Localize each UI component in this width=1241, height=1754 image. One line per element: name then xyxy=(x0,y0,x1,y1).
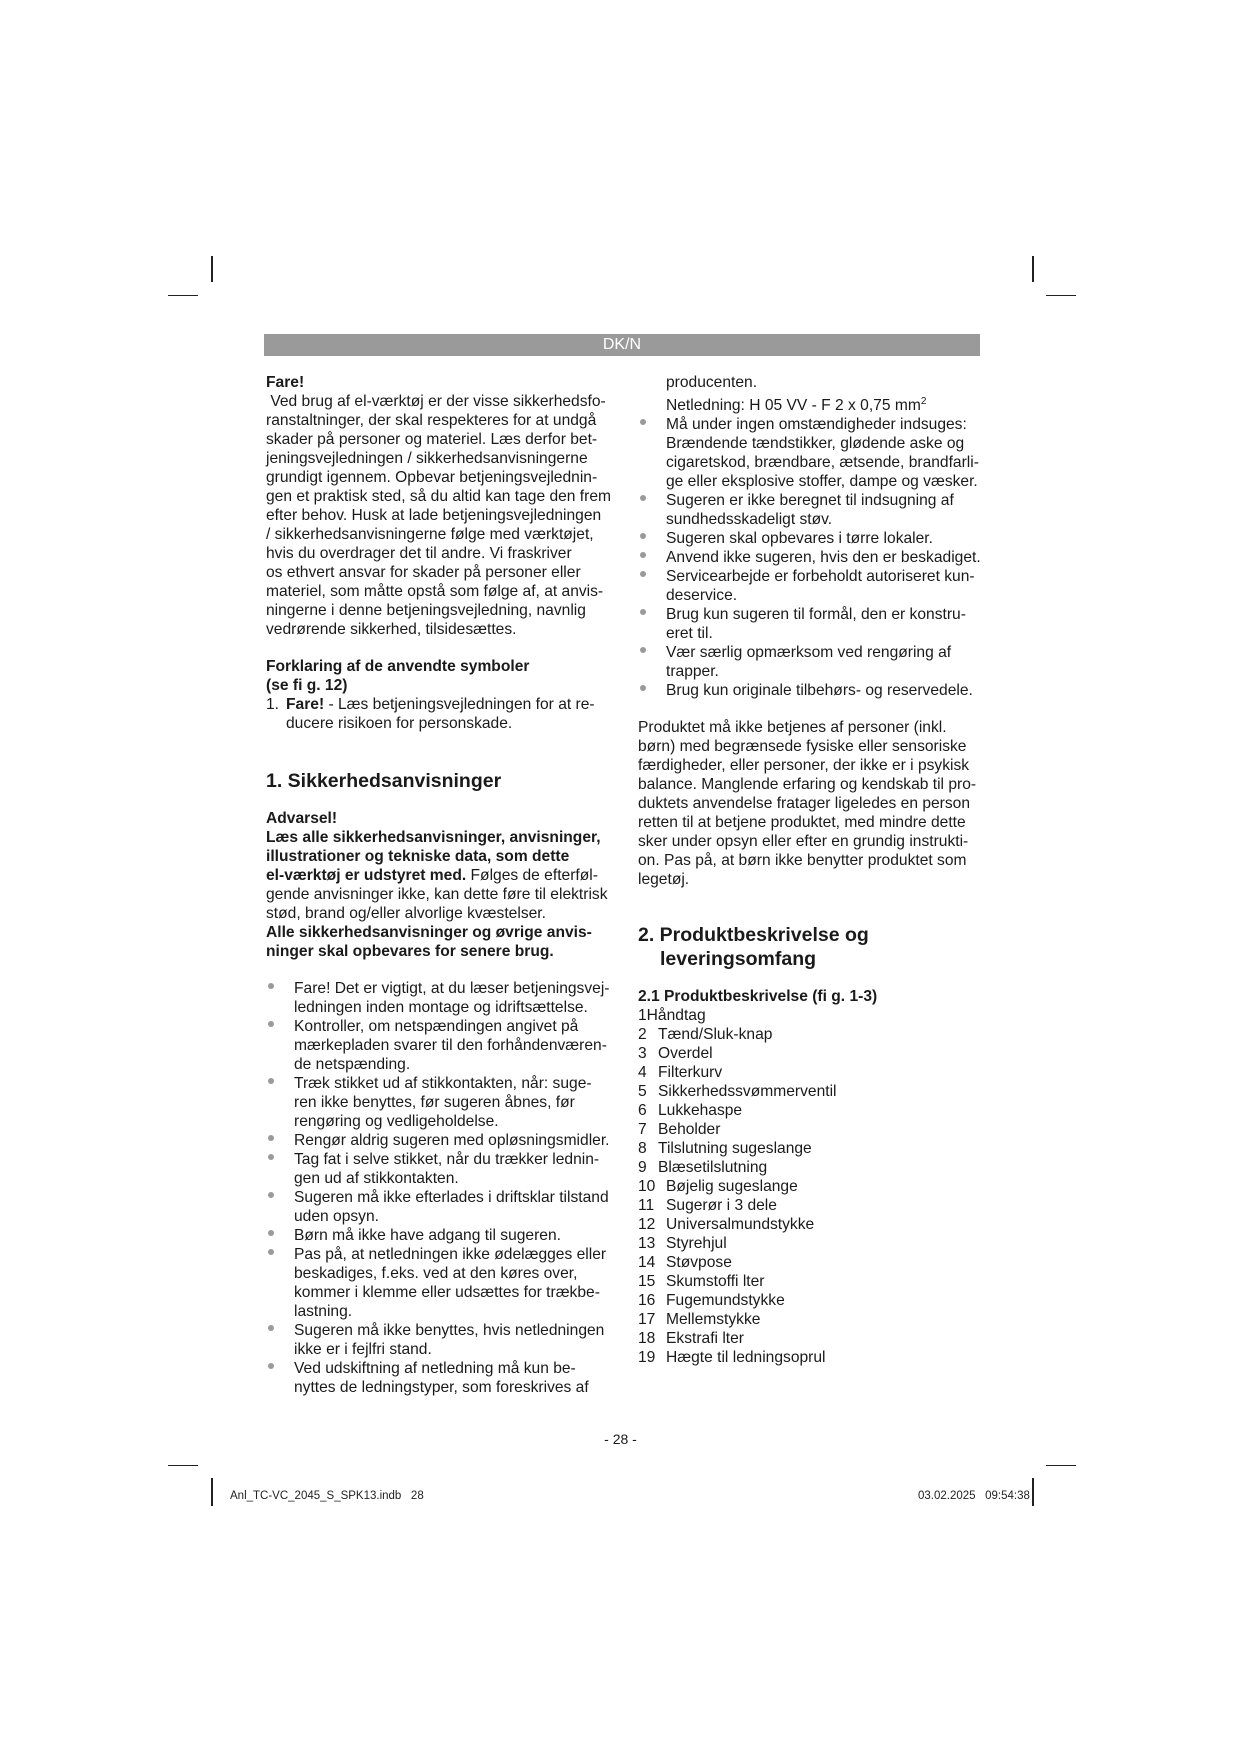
bullet-item xyxy=(266,1226,616,1245)
bullet-text: Må under ingen omstændigheder indsuges: xyxy=(666,416,967,434)
bullet-text: Brændende tændstikker, glødende aske og xyxy=(666,435,965,453)
text-line: balance. Manglende erfaring og kendskab til pro- xyxy=(638,776,977,794)
bullet-item xyxy=(638,415,986,491)
part-label: Mellemstykke xyxy=(666,1311,761,1329)
part-label: Universalmundstykke xyxy=(666,1216,815,1234)
bullet-item xyxy=(638,567,986,605)
part-number: 3 xyxy=(638,1045,647,1063)
part-number: 5 xyxy=(638,1083,647,1101)
part-label: Blæsetilslutning xyxy=(658,1159,768,1177)
safety-bullet-list-2 xyxy=(638,415,986,700)
bullet-item xyxy=(266,1131,616,1150)
bullet-text: Ved udskiftning af netledning må kun be- xyxy=(294,1360,576,1377)
bullet-text: Fare! Det er vigtigt, at du læser betjeningsvej- xyxy=(294,980,610,997)
part-label: Hægte til ledningsoprul xyxy=(666,1349,826,1367)
bullet-item xyxy=(266,979,616,1017)
parts-list xyxy=(638,1025,986,1367)
text-line: hvis du overdrager det til andre. Vi fraskriver xyxy=(266,545,572,562)
bullet-item xyxy=(638,605,986,643)
part-item xyxy=(638,1272,986,1291)
keep-instructions: ninger skal opbevares for senere brug. xyxy=(266,943,554,960)
bullet-text: Brug kun originale tilbehørs- og reservedele. xyxy=(666,682,973,700)
part-item xyxy=(638,1234,986,1253)
part-number: 18 xyxy=(638,1330,656,1348)
cable-spec-text: Netledning: H 05 VV - F 2 x 0,75 mm xyxy=(666,397,921,415)
text-line: gen et praktisk sted, så du altid kan tage den frem xyxy=(266,488,611,505)
part-item xyxy=(638,1215,986,1234)
bullet-text: ikke er i fejlfri stand. xyxy=(294,1341,432,1358)
part-number: 16 xyxy=(638,1292,656,1310)
section-2-title: 2. Produktbeskrivelse og xyxy=(638,924,869,947)
part-label: Beholder xyxy=(658,1121,721,1139)
text-line: grundigt igennem. Opbevar betjeningsvejlednin- xyxy=(266,469,598,486)
bullet-text: uden opsyn. xyxy=(294,1208,379,1225)
part-item xyxy=(638,1329,986,1348)
symbol-item-text-cont: ducere risikoen for personskade. xyxy=(286,715,513,732)
bullet-text: de netspænding. xyxy=(294,1056,411,1073)
bullet-text: Sugeren skal opbevares i tørre lokaler. xyxy=(666,530,933,548)
bullet-item xyxy=(266,1188,616,1226)
symbols-heading: Forklaring af de anvendte symboler xyxy=(266,658,530,675)
warning-line: gende anvisninger ikke, kan dette føre til elektrisk xyxy=(266,886,608,903)
bullet-item xyxy=(266,1017,616,1074)
text-line: børn) med begrænsede fysiske eller sensoriske xyxy=(638,738,967,756)
part-label: Lukkehaspe xyxy=(658,1102,743,1120)
part-label: Tænd/Sluk-knap xyxy=(658,1026,773,1044)
footer-file: Anl_TC-VC_2045_S_SPK13.indb 28 xyxy=(230,1490,424,1502)
bullet-text: Rengør aldrig sugeren med opløsningsmidler. xyxy=(294,1132,610,1149)
bullet-text: beskadiges, f.eks. ved at den køres over, xyxy=(294,1265,578,1282)
part-number: 12 xyxy=(638,1216,656,1234)
crop-mark xyxy=(1046,1465,1076,1466)
bullet-text: eret til. xyxy=(666,625,713,643)
bullet-text: Anvend ikke sugeren, hvis den er beskadiget. xyxy=(666,549,981,567)
bullet-text: deservice. xyxy=(666,587,738,605)
part-number: 17 xyxy=(638,1311,656,1329)
bullet-text: Sugeren må ikke efterlades i driftsklar tilstand xyxy=(294,1189,609,1206)
text-line: ranstaltninger, der skal respekteres for at undgå xyxy=(266,412,597,429)
part-item xyxy=(638,1196,986,1215)
page-number: - 28 - xyxy=(604,1431,637,1447)
text-line: retten til at betjene produktet, med mindre dette xyxy=(638,814,966,832)
text-line: efter behov. Husk at lade betjeningsvejledningen xyxy=(266,507,602,524)
bullet-item xyxy=(638,643,986,681)
section-2-title-cont: leveringsomfang xyxy=(660,948,817,971)
symbol-item xyxy=(266,695,616,733)
part-label: Filterkurv xyxy=(658,1064,723,1082)
crop-mark xyxy=(1032,256,1034,282)
part-number: 2 xyxy=(638,1026,647,1044)
warning-line-mixed xyxy=(266,866,616,885)
crop-mark xyxy=(211,256,213,282)
warning-normal: Følges de efterføl- xyxy=(466,867,598,884)
part-number: 8 xyxy=(638,1140,647,1158)
bullet-text: trapper. xyxy=(666,663,719,681)
fare-title: Fare! xyxy=(266,374,305,391)
bullet-item xyxy=(638,681,986,700)
part-label: Sikkerhedssvømmerventil xyxy=(658,1083,837,1101)
bullet-item xyxy=(638,529,986,548)
bullet-item xyxy=(266,1150,616,1188)
keep-instructions: Alle sikkerhedsanvisninger og øvrige anvis- xyxy=(266,924,592,941)
part-item xyxy=(638,1025,986,1044)
continued-text: producenten. xyxy=(666,374,758,391)
part-label: Sugerør i 3 dele xyxy=(666,1197,777,1215)
text-line: os ethvert ansvar for skader på personer eller xyxy=(266,564,581,581)
part-item xyxy=(638,1310,986,1329)
bullet-text: Kontroller, om netspændingen angivet på xyxy=(294,1018,579,1035)
bullet-text: lastning. xyxy=(294,1303,353,1320)
part-item xyxy=(638,1120,986,1139)
bullet-text: mærkepladen svarer til den forhåndenværen- xyxy=(294,1037,607,1054)
bullet-item xyxy=(638,548,986,567)
part-label: Overdel xyxy=(658,1045,713,1063)
text-line: vedrørende sikkerhed, tilsidesættes. xyxy=(266,621,517,638)
crop-mark xyxy=(1032,1478,1034,1506)
part-label: Bøjelig sugeslange xyxy=(666,1178,798,1196)
crop-mark xyxy=(168,1465,198,1466)
part-number: 14 xyxy=(638,1254,656,1272)
bullet-text: rengøring og vedligeholdelse. xyxy=(294,1113,499,1130)
bullet-text: Sugeren må ikke benyttes, hvis netledningen xyxy=(294,1322,605,1339)
part-item xyxy=(638,1101,986,1120)
text-line: Ved brug af el-værktøj er der visse sikkerhedsfo- xyxy=(266,393,606,410)
section-header-bar xyxy=(264,334,980,356)
warning-line: Læs alle sikkerhedsanvisninger, anvisninger, xyxy=(266,829,601,846)
text-line: materiel, som måtte opstå som følge af, at anvis- xyxy=(266,583,604,600)
warning-line: stød, brand og/eller alvorlige kvæstelser. xyxy=(266,905,546,922)
part-item xyxy=(638,1082,986,1101)
text-line: duktets anvendelse fratager ligeledes en person xyxy=(638,795,971,813)
text-line: jeningsvejledningen / sikkerhedsanvisningerne xyxy=(266,450,588,467)
bullet-item xyxy=(266,1359,616,1397)
text-line: legetøj. xyxy=(638,871,690,889)
part-item xyxy=(638,1063,986,1082)
part-label: Fugemundstykke xyxy=(666,1292,785,1310)
part-label: Skumstoffi lter xyxy=(666,1273,765,1291)
bullet-text: Pas på, at netledningen ikke ødelægges eller xyxy=(294,1246,607,1263)
persons-paragraph xyxy=(638,718,986,889)
bullet-text: ge eller eksplosive stoffer, dampe og væsker. xyxy=(666,473,978,491)
fare-paragraph xyxy=(266,392,616,639)
text-line: færdigheder, eller personer, der ikke er i psykisk xyxy=(638,757,970,775)
bullet-text: Servicearbejde er forbeholdt autoriseret kun- xyxy=(666,568,975,586)
bullet-text: Træk stikket ud af stikkontakten, når: suge- xyxy=(294,1075,592,1092)
subsection-2-1-title: 2.1 Produktbeskrivelse (fi g. 1-3) xyxy=(638,988,878,1006)
bullet-text: gen ud af stikkontakten. xyxy=(294,1170,459,1187)
left-column xyxy=(266,373,616,1397)
bullet-text: nyttes de ledningstyper, som foreskrives af xyxy=(294,1379,589,1396)
warning-line: illustrationer og tekniske data, som dette xyxy=(266,848,570,865)
part-number: 7 xyxy=(638,1121,647,1139)
text-line: on. Pas på, at børn ikke benytter produktet som xyxy=(638,852,967,870)
bullet-text: ledningen inden montage og idriftsættelse. xyxy=(294,999,588,1016)
part-number: 15 xyxy=(638,1273,656,1291)
text-line: / sikkerhedsanvisningerne følge med værktøjet, xyxy=(266,526,594,543)
symbol-item-number: 1. xyxy=(266,696,280,713)
section-label: DK/N xyxy=(602,336,642,353)
part-number: 19 xyxy=(638,1349,656,1367)
crop-mark xyxy=(1046,295,1076,296)
warning-bold-tail: el-værktøj er udstyret med. xyxy=(266,867,467,884)
bullet-text: cigaretskod, brændbare, ætsende, brandfarli- xyxy=(666,454,979,472)
bullet-text: ren ikke benyttes, før sugeren åbnes, før xyxy=(294,1094,575,1111)
crop-mark xyxy=(211,1478,213,1506)
part-item xyxy=(638,1291,986,1310)
part-item: 1Håndtag xyxy=(638,1007,706,1025)
part-item xyxy=(638,1348,986,1367)
part-label: Ekstrafi lter xyxy=(666,1330,744,1348)
cable-spec-sup: 2 xyxy=(920,396,927,407)
text-line: sker under opsyn eller efter en grundig instrukti- xyxy=(638,833,969,851)
advarsel-title: Advarsel! xyxy=(266,810,338,827)
bullet-item xyxy=(266,1074,616,1131)
part-label: Styrehjul xyxy=(666,1235,727,1253)
symbol-item-label: Fare! xyxy=(286,696,325,713)
symbols-heading-ref: (se fi g. 12) xyxy=(266,677,348,694)
part-item xyxy=(638,1158,986,1177)
bullet-item xyxy=(266,1321,616,1359)
bullet-item xyxy=(266,1245,616,1321)
part-number: 4 xyxy=(638,1064,647,1082)
part-number: 13 xyxy=(638,1235,656,1253)
right-column xyxy=(638,373,986,1367)
part-item xyxy=(638,1139,986,1158)
crop-mark xyxy=(168,295,198,296)
bullet-item xyxy=(638,491,986,529)
bullet-text: Vær særlig opmærksom ved rengøring af xyxy=(666,644,952,662)
bullet-text: Børn må ikke have adgang til sugeren. xyxy=(294,1227,561,1244)
part-item xyxy=(638,1177,986,1196)
bullet-text: kommer i klemme eller udsættes for trækbe- xyxy=(294,1284,600,1301)
safety-bullet-list xyxy=(266,979,616,1397)
section-1-title: 1. Sikkerhedsanvisninger xyxy=(266,770,502,792)
part-item xyxy=(638,1253,986,1272)
part-number: 10 xyxy=(638,1178,656,1196)
bullet-text: Sugeren er ikke beregnet til indsugning af xyxy=(666,492,954,510)
bullet-text: sundhedsskadeligt støv. xyxy=(666,511,833,529)
part-number: 6 xyxy=(638,1102,647,1120)
footer-datetime: 03.02.2025 09:54:38 xyxy=(918,1490,1030,1502)
part-label: Støvpose xyxy=(666,1254,732,1272)
cable-spec xyxy=(638,392,986,415)
text-line: ningerne i denne betjeningsvejledning, navnlig xyxy=(266,602,586,619)
part-item xyxy=(638,1044,986,1063)
text-line: Produktet må ikke betjenes af personer (inkl. xyxy=(638,719,947,737)
part-number: 9 xyxy=(638,1159,647,1177)
text-line: skader på personer og materiel. Læs derfor bet- xyxy=(266,431,598,448)
symbol-item-text: - Læs betjeningsvejledningen for at re- xyxy=(324,696,595,713)
bullet-text: Tag fat i selve stikket, når du trækker lednin- xyxy=(294,1151,600,1168)
part-label: Tilslutning sugeslange xyxy=(658,1140,812,1158)
bullet-text: Brug kun sugeren til formål, den er konstru- xyxy=(666,606,966,624)
part-number: 11 xyxy=(638,1197,655,1215)
